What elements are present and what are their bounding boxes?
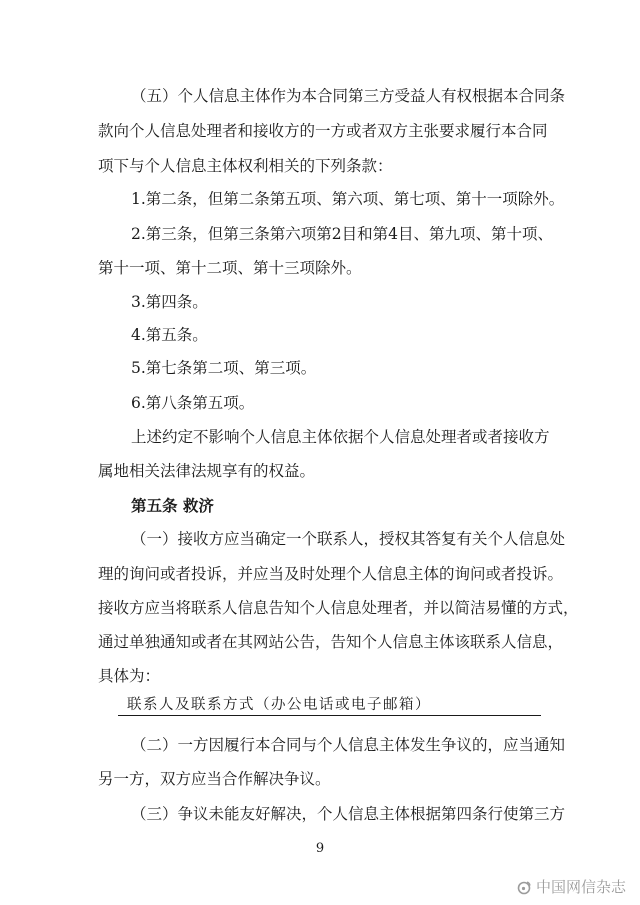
list-item: 4.第五条。 (131, 326, 208, 344)
paragraph-line: （二）一方因履行本合同与个人信息主体发生争议的，应当通知 (131, 736, 566, 754)
list-item: 1.第二条，但第二条第五项、第六项、第七项、第十一项除外。 (131, 190, 565, 208)
paragraph-line: 接收方应当将联系人信息告知个人信息处理者，并以简洁易懂的方式， (98, 599, 579, 617)
watermark (516, 876, 626, 897)
list-item: 5.第七条第二项、第三项。 (131, 359, 317, 377)
paragraph-line: （一）接收方应当确定一个联系人，授权其答复有关个人信息处 (131, 530, 566, 548)
list-item-continuation: 第十一项、第十二项、第十三项除外。 (98, 259, 362, 277)
section-heading: 第五条 救济 (131, 496, 214, 515)
list-item: 3.第四条。 (131, 293, 208, 311)
contact-info-label: 联系人及联系方式（办公电话或电子邮箱） (127, 697, 431, 713)
paragraph-line: 款向个人信息处理者和接收方的一方或者双方主张要求履行本合同 (98, 122, 548, 140)
page-number: 9 (315, 841, 325, 856)
paragraph-line: 具体为： (98, 667, 161, 685)
list-item: 6.第八条第五项。 (131, 394, 255, 412)
paragraph-line: （五）个人信息主体作为本合同第三方受益人有权根据本合同条 (131, 87, 566, 105)
paragraph-line: 属地相关法律法规享有的权益。 (98, 462, 316, 480)
list-item: 2.第三条，但第三条第六项第2目和第4目、第九项、第十项、 (131, 225, 554, 243)
paragraph-line: 通过单独通知或者在其网站公告，告知个人信息主体该联系人信息， (98, 633, 564, 651)
weibo-logo-icon (516, 879, 532, 895)
paragraph-line: 另一方，双方应当合作解决争议。 (98, 770, 331, 788)
paragraph-line: 上述约定不影响个人信息主体依据个人信息处理者或者接收方 (131, 428, 550, 446)
paragraph-line: （三）争议未能友好解决，个人信息主体根据第四条行使第三方 (131, 805, 566, 823)
contact-info-field[interactable] (118, 693, 541, 716)
watermark-text: 中国网信杂志 (535, 878, 626, 896)
paragraph-line: 项下与个人信息主体权利相关的下列条款： (98, 157, 393, 175)
paragraph-line: 理的询问或者投诉，并应当及时处理个人信息主体的询问或者投诉。 (98, 565, 564, 583)
